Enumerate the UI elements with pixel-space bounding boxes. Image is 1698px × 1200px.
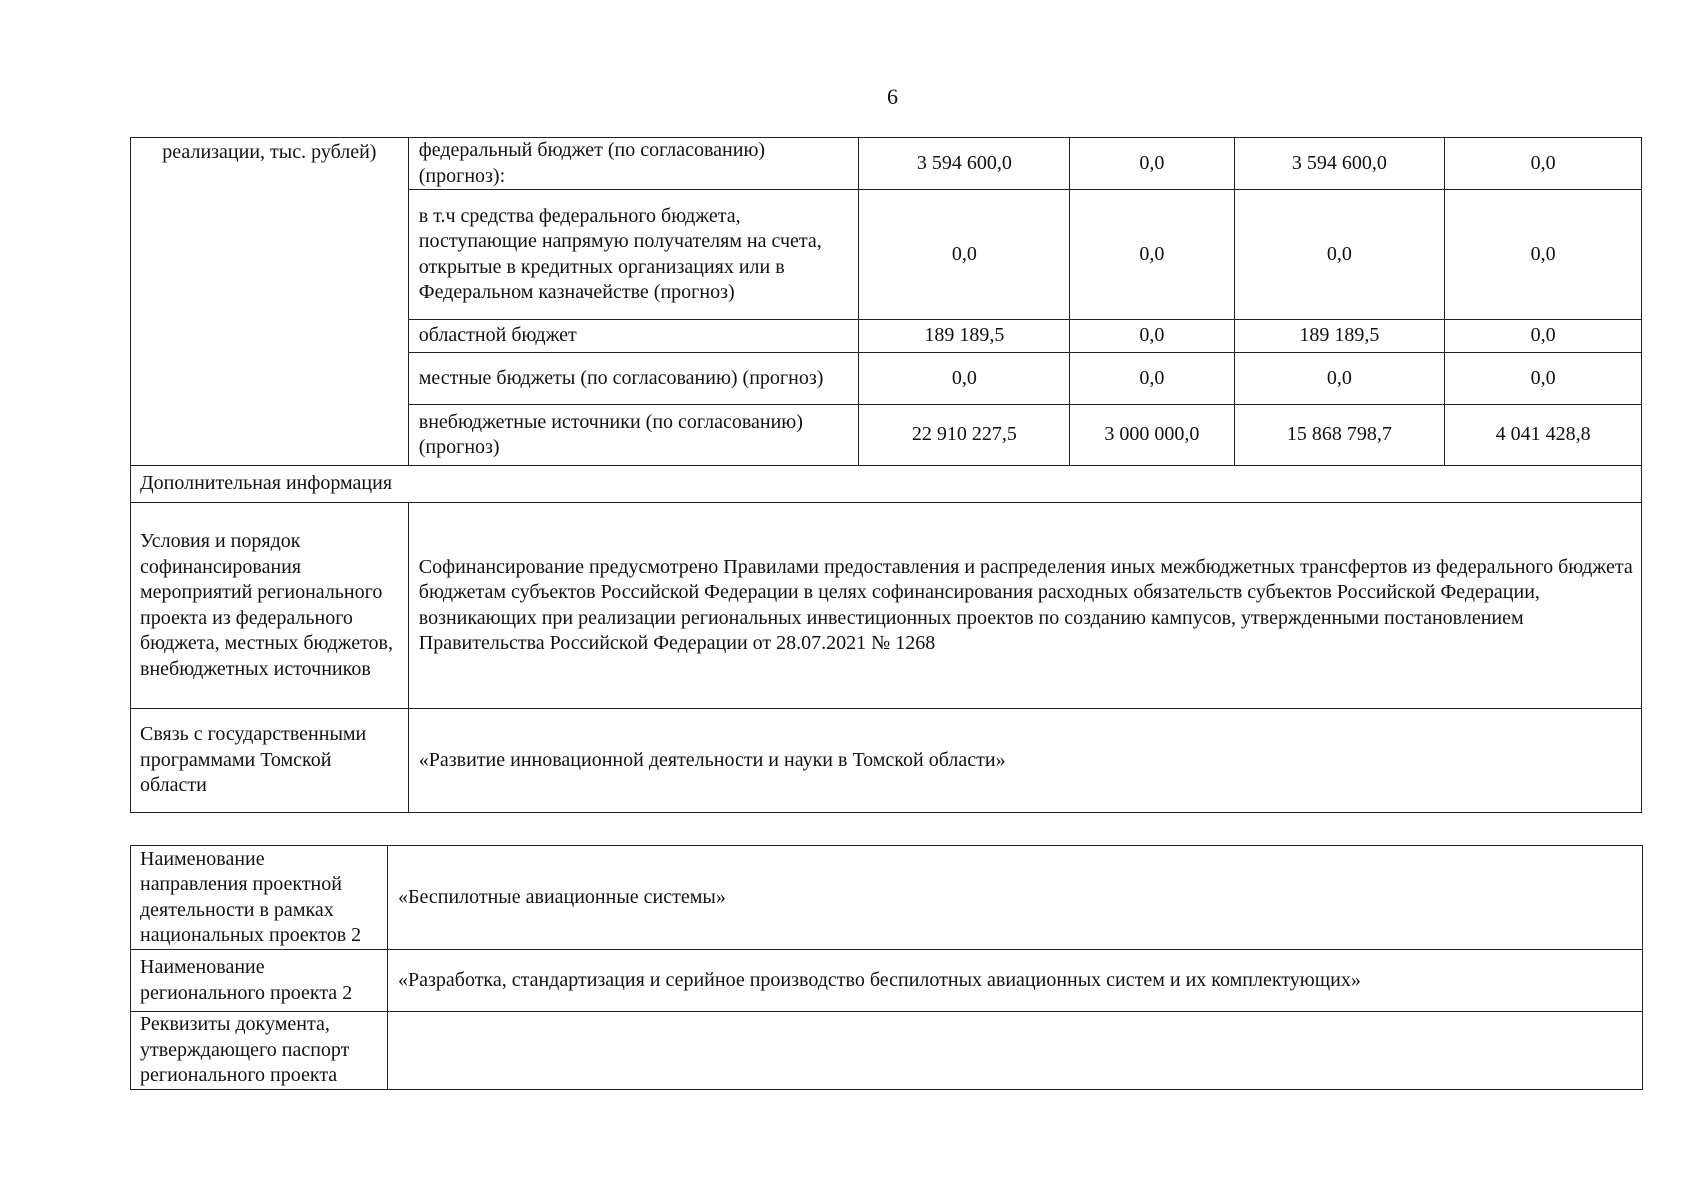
funding-value: 0,0 (1070, 320, 1234, 353)
regional-project-value: «Разработка, стандартизация и серийное производство беспилотных авиационных систем и их комплектующих» (388, 950, 1643, 1012)
funding-value: 0,0 (1445, 353, 1642, 405)
direction-value: «Беспилотные авиационные системы» (388, 846, 1643, 950)
funding-value: 0,0 (1070, 353, 1234, 405)
funding-value: 3 594 600,0 (859, 138, 1070, 190)
funding-row-name: федеральный бюджет (по согласованию) (прогноз): (408, 138, 859, 190)
cofinancing-label: Условия и порядок софинансирования мероприятий регионального проекта из федерального бюджета, местных бюджетов, внебюджетных источников (131, 503, 409, 709)
funding-value: 0,0 (1070, 190, 1234, 320)
page-number: 6 (887, 84, 898, 109)
table-row (131, 466, 1642, 503)
funding-value: 189 189,5 (859, 320, 1070, 353)
funding-row-name: областной бюджет (408, 320, 859, 353)
program-link-label: Связь с государственными программами Томской области (131, 709, 409, 813)
additional-info-header: Дополнительная информация (131, 466, 1642, 503)
table-row (131, 950, 1643, 1012)
cofinancing-text: Софинансирование предусмотрено Правилами предоставления и распределения иных межбюджетных трансфертов из федерального бюджета бюджетам субъектов Российской Федерации в целях софинансирования расходных обязательств субъектов Российской Федерации, возникающих при реализации региональных инвестиционных проектов по созданию кампусов, утвержденными постановлением Правительства Российской Федерации от 28.07.2021 № 1268 (408, 503, 1641, 709)
program-link-text: «Развитие инновационной деятельности и науки в Томской области» (408, 709, 1641, 813)
document-value (388, 1012, 1643, 1090)
table-row (131, 503, 1642, 709)
funding-row-name: местные бюджеты (по согласованию) (прогноз) (408, 353, 859, 405)
funding-row-name: внебюджетные источники (по согласованию) (прогноз) (408, 405, 859, 466)
funding-value: 0,0 (1070, 138, 1234, 190)
funding-value: 4 041 428,8 (1445, 405, 1642, 466)
funding-label: реализации, тыс. рублей) (131, 138, 409, 466)
funding-value: 0,0 (1445, 320, 1642, 353)
funding-value: 3 000 000,0 (1070, 405, 1234, 466)
document-label: Реквизиты документа, утверждающего паспорт регионального проекта (131, 1012, 388, 1090)
project2-table (130, 845, 1643, 1090)
funding-value: 0,0 (1234, 190, 1445, 320)
funding-value: 0,0 (1445, 138, 1642, 190)
table-row (131, 709, 1642, 813)
funding-value: 189 189,5 (1234, 320, 1445, 353)
direction-label: Наименование направления проектной деятельности в рамках национальных проектов 2 (131, 846, 388, 950)
funding-value: 0,0 (1234, 353, 1445, 405)
regional-project-label: Наименование регионального проекта 2 (131, 950, 388, 1012)
funding-table (130, 137, 1642, 813)
funding-value: 0,0 (859, 190, 1070, 320)
funding-value: 15 868 798,7 (1234, 405, 1445, 466)
funding-value: 0,0 (859, 353, 1070, 405)
table-row (131, 138, 1642, 190)
table-row (131, 846, 1643, 950)
funding-value: 22 910 227,5 (859, 405, 1070, 466)
funding-row-name: в т.ч средства федерального бюджета, поступающие напрямую получателям на счета, открытые в кредитных организациях или в Федеральном казначействе (прогноз) (408, 190, 859, 320)
funding-value: 0,0 (1445, 190, 1642, 320)
table-row (131, 1012, 1643, 1090)
funding-value: 3 594 600,0 (1234, 138, 1445, 190)
